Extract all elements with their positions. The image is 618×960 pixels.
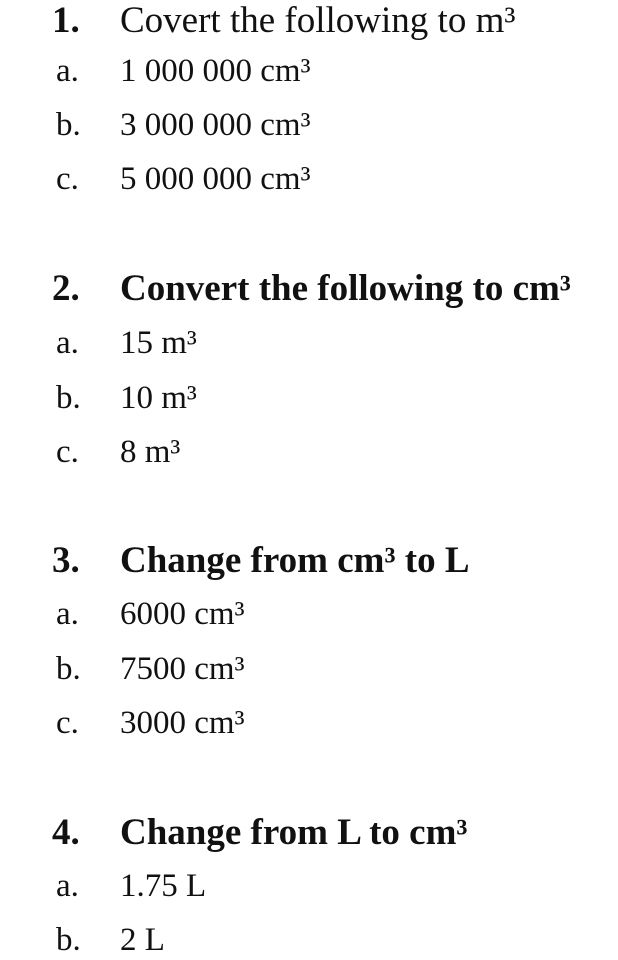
item-letter: c.	[56, 434, 79, 470]
question-3-number: 3.	[52, 540, 80, 581]
question-1-item-a	[56, 51, 310, 91]
item-letter: a.	[56, 596, 79, 632]
question-4-heading	[52, 812, 468, 854]
question-4-title: Change from L to cm³	[120, 812, 468, 853]
item-letter: a.	[56, 53, 79, 89]
question-1-number: 1.	[52, 0, 80, 41]
item-letter: a.	[56, 868, 79, 904]
question-4-number: 4.	[52, 812, 80, 853]
item-value: 8 m³	[120, 434, 181, 470]
item-value: 3 000 000 cm³	[120, 107, 311, 143]
item-value: 7500 cm³	[120, 651, 245, 687]
question-2-item-a	[56, 323, 197, 363]
item-value: 2 L	[120, 922, 165, 958]
question-2-item-c	[56, 432, 180, 472]
question-3-item-a	[56, 594, 244, 634]
item-letter: b.	[56, 922, 81, 958]
cropped-bottom-row	[0, 918, 618, 958]
item-value: 10 m³	[120, 380, 197, 416]
question-1-item-c	[56, 159, 310, 199]
question-2-heading	[52, 268, 571, 310]
item-value: 6000 cm³	[120, 596, 245, 632]
item-letter: b.	[56, 380, 81, 416]
question-4-item-b	[56, 920, 165, 960]
question-2-title: Convert the following to cm³	[120, 268, 571, 309]
question-3-heading	[52, 540, 470, 582]
question-2-number: 2.	[52, 268, 80, 309]
question-1-title: Covert the following to m³	[120, 0, 516, 41]
item-letter: c.	[56, 161, 79, 197]
item-value: 15 m³	[120, 325, 197, 361]
question-1-heading	[52, 0, 515, 42]
item-letter: b.	[56, 107, 81, 143]
question-4-item-a	[56, 866, 206, 906]
item-letter: a.	[56, 325, 79, 361]
question-3-item-b	[56, 649, 244, 689]
question-1-item-b	[56, 105, 310, 145]
item-value: 3000 cm³	[120, 705, 245, 741]
item-value: 5 000 000 cm³	[120, 161, 311, 197]
question-3-title: Change from cm³ to L	[120, 540, 470, 581]
item-value: 1 000 000 cm³	[120, 53, 311, 89]
item-letter: c.	[56, 705, 79, 741]
question-2-item-b	[56, 378, 197, 418]
question-3-item-c	[56, 703, 244, 743]
item-letter: b.	[56, 651, 81, 687]
item-value: 1.75 L	[120, 868, 207, 904]
